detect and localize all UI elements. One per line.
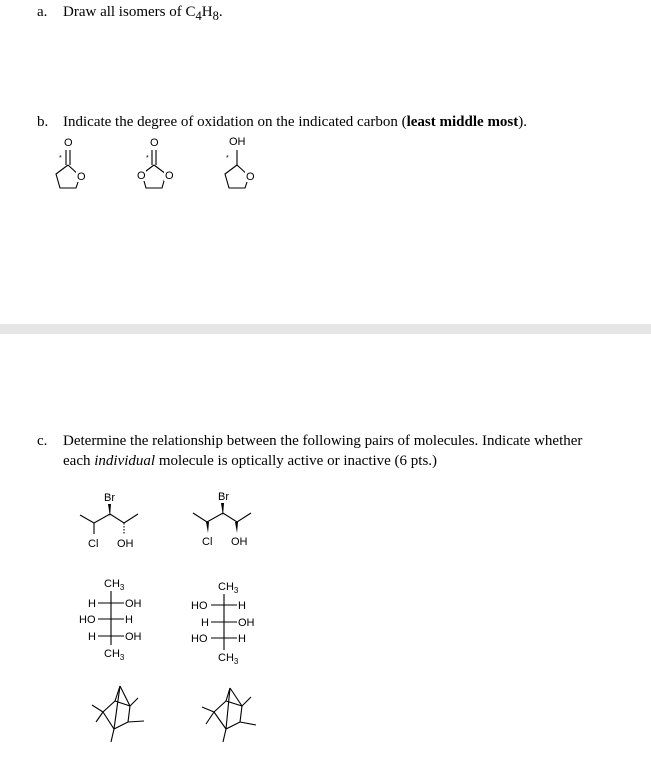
mol2-exo-oxygen: O: [150, 137, 159, 149]
fischer2-r1-right: H: [238, 600, 246, 612]
fischer2-r1-left: HO: [191, 600, 208, 612]
question-a-text: Draw all isomers of C: [63, 4, 196, 20]
fischer2-r3-right: H: [238, 633, 246, 645]
bicyclic-molecule-2: [202, 688, 256, 742]
question-c-text-2a: each: [63, 453, 95, 469]
skel1-bromine: Br: [104, 492, 115, 504]
fischer2-r2-left: H: [201, 617, 209, 629]
question-b-text: Indicate the degree of oxidation on the indicated carbon (: [63, 114, 407, 130]
question-b-suffix: ).: [518, 114, 528, 130]
bicyclic-molecule-1: [92, 686, 144, 742]
question-b-bold: least middle most: [406, 114, 519, 130]
mol1-ring-oxygen: O: [77, 171, 86, 183]
fischer1-top: $CH_3$: [104, 578, 125, 592]
question-c-text-1: Determine the relationship between the following pairs of molecules. Indicate whether: [63, 433, 583, 449]
mol2-marker: *: [146, 155, 149, 162]
mol3-hydroxyl: OH: [229, 136, 246, 148]
formula-sub-2: 8: [212, 9, 219, 23]
fischer1-r1-left: H: [88, 598, 96, 610]
fischer-projection-1: [79, 578, 142, 662]
fischer1-bottom: $CH_3$: [104, 648, 125, 662]
fischer1-r2-right: H: [125, 614, 133, 626]
question-c-italic: individual: [94, 453, 156, 469]
question-c-label: c.: [37, 433, 48, 449]
question-a-label: a.: [37, 4, 48, 20]
mol3-ring-oxygen: O: [246, 171, 255, 183]
question-c-text-2b: molecule is optically active or inactive (6 pts.): [155, 453, 438, 469]
mol1-marker: *: [59, 155, 62, 162]
question-b-label: b.: [37, 114, 49, 130]
fischer1-r1-right: OH: [125, 598, 142, 610]
fischer1-r3-left: H: [88, 631, 96, 643]
skel2-hydroxyl: OH: [231, 536, 248, 548]
mol2-ring-oxygen-1: O: [137, 170, 146, 182]
fischer1-r2-left: HO: [79, 614, 96, 626]
fischer2-top: $CH_3$: [218, 581, 239, 595]
skel2-bromine: Br: [218, 491, 229, 503]
fischer2-r2-right: OH: [238, 617, 255, 629]
skel1-chlorine: Cl: [88, 538, 99, 550]
mol2-ring-oxygen-2: O: [165, 170, 174, 182]
skeletal-molecule-1: [80, 492, 138, 550]
fischer1-r3-right: OH: [125, 631, 142, 643]
skeletal-molecule-2: [193, 491, 251, 548]
skel1-hydroxyl: OH: [117, 538, 134, 550]
formula-h: H: [201, 4, 213, 20]
fischer-projection-2: [191, 581, 255, 666]
fischer2-r3-left: HO: [191, 633, 208, 645]
fischer2-bottom: $CH_3$: [218, 652, 239, 666]
mol1-exo-oxygen: O: [64, 137, 73, 149]
formula-end: .: [218, 4, 223, 20]
formula-sub-1: 4: [195, 9, 202, 23]
mol3-marker: *: [226, 155, 229, 162]
skel2-chlorine: Cl: [202, 536, 213, 548]
